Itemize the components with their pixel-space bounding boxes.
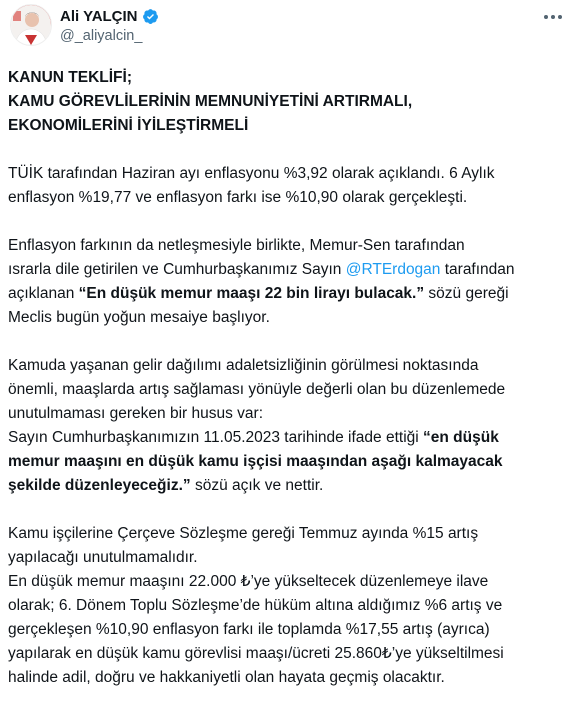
text-line: yapılarak en düşük kamu görevlisi maaşı/ücreti 25.860₺’ye yükseltilmesi [8, 645, 504, 662]
text-segment: sözü gereği [424, 285, 509, 302]
text-line: halinde adil, doğru ve hakkaniyetli olan hayata geçmiş olacaktır. [8, 669, 445, 686]
tweet-text [8, 66, 573, 714]
avatar-image [11, 5, 51, 45]
text-segment: Sayın Cumhurbaşkanımızın 11.05.2023 tarihinde ifade ettiği [8, 429, 424, 446]
text-line: önemli, maaşlarda artış sağlaması yönüyle değerli olan bu düzenlemede [8, 381, 506, 398]
author-name-row [60, 7, 159, 25]
text-line: TÜİK tarafından Haziran ayı enflasyonu %3,92 olarak açıklandı. 6 Aylık [8, 165, 495, 182]
text-line: En düşük memur maaşını 22.000 ₺’ye yükseltecek düzenlemeye ilave [8, 573, 489, 590]
more-dot [558, 15, 562, 19]
text-line: olarak; 6. Dönem Toplu Sözleşme’de hüküm altına aldığımız %6 artış ve [8, 597, 503, 614]
tweet-header [10, 4, 571, 48]
text-segment: açıklanan [8, 285, 79, 302]
text-segment: tarafından [440, 261, 515, 278]
more-dot [544, 15, 548, 19]
title-line: KANUN TEKLİFİ; [8, 69, 132, 86]
paragraph-conclusion [8, 522, 573, 690]
tweet-title [8, 66, 573, 138]
paragraph-distribution [8, 354, 573, 498]
text-segment: ısrarla dile getirilen ve Cumhurbaşkanımız Sayın [8, 261, 346, 278]
text-line: Kamuda yaşanan gelir dağılımı adaletsizliğinin görülmesi noktasında [8, 357, 479, 374]
more-dot [551, 15, 555, 19]
paragraph-announcement [8, 234, 573, 330]
bold-quote: şekilde düzenleyeceğiz.” [8, 477, 191, 494]
text-line: unutulmaması gereken bir husus var: [8, 405, 264, 422]
author-info [60, 7, 159, 44]
text-line: Kamu işçilerine Çerçeve Sözleşme gereği Temmuz ayında %15 artış [8, 525, 479, 542]
text-line: gerçekleşen %10,90 enflasyon farkı ile toplamda %17,55 artış (ayrıca) [8, 621, 490, 638]
text-line: Enflasyon farkının da netleşmesiyle birlikte, Memur-Sen tarafından [8, 237, 465, 254]
text-line: enflasyon %19,77 ve enflasyon farkı ise %10,90 olarak gerçekleşti. [8, 189, 468, 206]
title-line: EKONOMİLERİNİ İYİLEŞTİRMELİ [8, 117, 249, 134]
mention-link[interactable]: @RTErdogan [345, 261, 441, 278]
more-options-icon[interactable] [539, 6, 567, 28]
text-line: Meclis bugün yoğun mesaiye başlıyor. [8, 309, 270, 326]
avatar[interactable] [10, 4, 52, 46]
title-line: KAMU GÖREVLİLERİNİN MEMNUNİYETİNİ ARTIRMALI, [8, 93, 413, 110]
verified-badge-icon [142, 8, 159, 25]
author-name[interactable]: Ali YALÇIN [60, 7, 138, 25]
paragraph-inflation [8, 162, 573, 210]
bold-quote: memur maaşını en düşük kamu işçisi maaşından aşağı kalmayacak [8, 453, 503, 470]
bold-quote: “en düşük [423, 429, 499, 446]
author-handle[interactable]: @_aliyalcin_ [60, 28, 143, 44]
text-segment: sözü açık ve nettir. [190, 477, 324, 494]
bold-quote: “En düşük memur maaşı 22 bin lirayı bulacak.” [78, 285, 425, 302]
text-line: yapılacağı unutulmamalıdır. [8, 549, 198, 566]
